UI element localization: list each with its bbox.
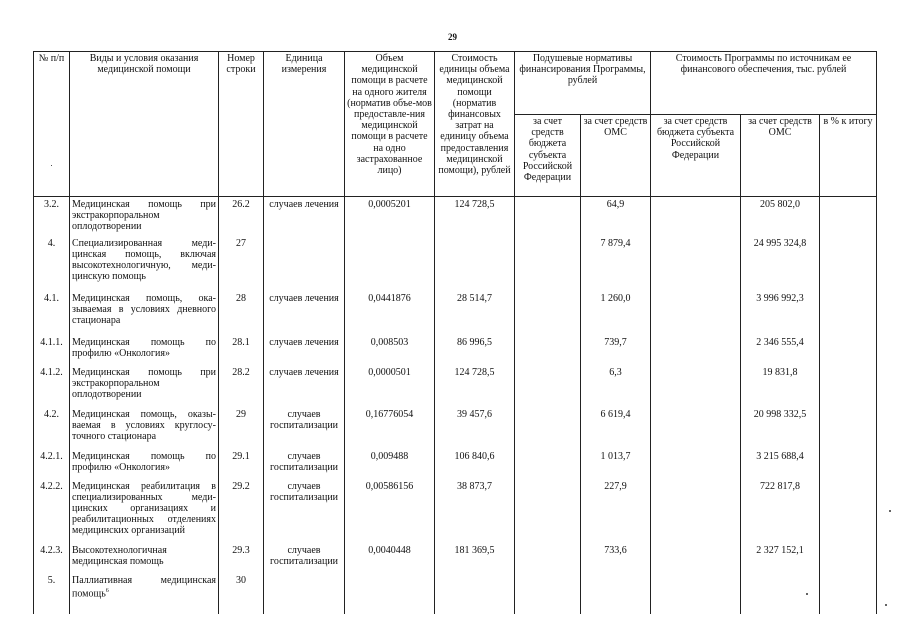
cell-cost-budget (651, 480, 741, 544)
cell-unit: случаев госпитализации (264, 544, 345, 574)
cell-num: 4.2.3. (34, 544, 70, 574)
cell-cost (435, 574, 515, 614)
table-body (34, 197, 877, 614)
header-types: Виды и условия оказания медицинской помощи (70, 52, 219, 197)
cell-norm-budget (515, 336, 581, 366)
cell-norm-budget (515, 450, 581, 480)
cell-cost-oms: 20 998 332,5 (741, 408, 820, 450)
cell-name: Медицинская помощь, ока-зываемая в условиях дневного стационара (70, 292, 219, 336)
cell-norm-budget (515, 366, 581, 408)
cell-row: 28.1 (219, 336, 264, 366)
cell-norm-oms (581, 574, 651, 614)
cell-norm-budget (515, 408, 581, 450)
cell-cost-oms: 19 831,8 (741, 366, 820, 408)
cell-cost-percent (820, 544, 877, 574)
cell-num: 4. (34, 237, 70, 292)
cell-cost (435, 237, 515, 292)
cell-cost-oms: 3 215 688,4 (741, 450, 820, 480)
header-group-norms: Подушевые нормативы финансирования Программы, рублей (515, 52, 651, 115)
table-row (34, 450, 877, 480)
cell-num: 3.2. (34, 197, 70, 237)
cell-unit: случаев госпитализации (264, 480, 345, 544)
cell-volume: 0,0005201 (345, 197, 435, 237)
cell-norm-oms: 7 879,4 (581, 237, 651, 292)
cell-volume: 0,009488 (345, 450, 435, 480)
cell-volume: 0,008503 (345, 336, 435, 366)
program-cost-table-sheet (33, 51, 877, 614)
table-row (34, 574, 877, 614)
cell-volume: 0,00586156 (345, 480, 435, 544)
cell-cost-budget (651, 450, 741, 480)
cell-unit: случаев госпитализации (264, 408, 345, 450)
page-number: 29 (448, 32, 457, 42)
cell-row: 28 (219, 292, 264, 336)
cell-volume: 0,0441876 (345, 292, 435, 336)
cell-row: 29.2 (219, 480, 264, 544)
cell-name: Высокотехнологичная медицинская помощь (70, 544, 219, 574)
cell-num: 5. (34, 574, 70, 614)
cell-volume: 0,0000501 (345, 366, 435, 408)
header-unit: Единица измерения (264, 52, 345, 197)
table-row (34, 480, 877, 544)
cell-unit: случаев лечения (264, 292, 345, 336)
cell-name: Медицинская помощь по профилю «Онкология» (70, 336, 219, 366)
cell-cost: 181 369,5 (435, 544, 515, 574)
cell-norm-oms: 6,3 (581, 366, 651, 408)
cell-num: 4.2. (34, 408, 70, 450)
cell-norm-oms: 1 013,7 (581, 450, 651, 480)
cell-name: Медицинская помощь при экстракорпоральном оплодотворении (70, 197, 219, 237)
cell-cost-percent (820, 197, 877, 237)
cell-row: 29.3 (219, 544, 264, 574)
table-row (34, 292, 877, 336)
cell-cost-percent (820, 237, 877, 292)
table-row (34, 408, 877, 450)
cell-row: 27 (219, 237, 264, 292)
header-volume: Объем медицинской помощи в расчете на одного жителя (норматив объе-мов предоставле-ния медицинской помощи в расчете на одно застрахованное лицо) (345, 52, 435, 197)
cell-num: 4.2.2. (34, 480, 70, 544)
header-unit-cost: Стоимость единицы объема медицинской помощи (норматив финансовых затрат на единицу объема предоставления медицинской помощи), рублей (435, 52, 515, 197)
header-norms-oms: за счет средств ОМС (581, 115, 651, 197)
scan-speck (889, 510, 891, 512)
cell-cost-oms: 3 996 992,3 (741, 292, 820, 336)
cell-cost-oms: 722 817,8 (741, 480, 820, 544)
cell-row: 29.1 (219, 450, 264, 480)
cell-volume: 0,16776054 (345, 408, 435, 450)
cell-cost-budget (651, 366, 741, 408)
cell-norm-oms: 733,6 (581, 544, 651, 574)
cell-unit (264, 237, 345, 292)
cell-cost-percent (820, 574, 877, 614)
cell-cost-oms: 2 346 555,4 (741, 336, 820, 366)
header-cost-percent: в % к итогу (820, 115, 877, 197)
cell-num: 4.2.1. (34, 450, 70, 480)
cell-unit: случаев лечения (264, 366, 345, 408)
header-group-cost: Стоимость Программы по источникам ее финансового обеспечения, тыс. рублей (651, 52, 877, 115)
cell-cost: 106 840,6 (435, 450, 515, 480)
scan-speck (806, 593, 808, 595)
cell-cost-budget (651, 292, 741, 336)
cell-cost-budget (651, 574, 741, 614)
cell-cost-budget (651, 336, 741, 366)
header-cost-oms: за счет средств ОМС (741, 115, 820, 197)
cell-cost-percent (820, 292, 877, 336)
cell-cost-oms: 24 995 324,8 (741, 237, 820, 292)
cell-norm-oms: 6 619,4 (581, 408, 651, 450)
cell-norm-oms: 64,9 (581, 197, 651, 237)
cell-norm-oms: 227,9 (581, 480, 651, 544)
cell-cost-percent (820, 366, 877, 408)
cell-norm-oms: 739,7 (581, 336, 651, 366)
cell-cost: 38 873,7 (435, 480, 515, 544)
cell-cost-budget (651, 408, 741, 450)
cell-cost: 124 728,5 (435, 366, 515, 408)
cell-norm-budget (515, 544, 581, 574)
cell-name: Медицинская помощь при экстракорпоральном оплодотворении (70, 366, 219, 408)
program-cost-table (33, 51, 877, 614)
cell-volume (345, 574, 435, 614)
cell-volume: 0,0040448 (345, 544, 435, 574)
cell-num: 4.1. (34, 292, 70, 336)
table-row (34, 237, 877, 292)
table-row (34, 336, 877, 366)
header-row-number: Номер строки (219, 52, 264, 197)
cell-unit: случаев лечения (264, 197, 345, 237)
scan-speck (885, 604, 887, 606)
cell-unit (264, 574, 345, 614)
cell-volume (345, 237, 435, 292)
footnote-mark: 6 (105, 587, 109, 594)
cell-cost-oms: 2 327 152,1 (741, 544, 820, 574)
cell-num: 4.1.2. (34, 366, 70, 408)
table-row (34, 366, 877, 408)
cell-cost-budget (651, 544, 741, 574)
cell-num: 4.1.1. (34, 336, 70, 366)
cell-norm-budget (515, 480, 581, 544)
cell-cost: 124 728,5 (435, 197, 515, 237)
cell-norm-budget (515, 197, 581, 237)
cell-name: Специализированная меди-цинская помощь, включая высокотехнологичную, меди-цинскую помощь (70, 237, 219, 292)
cell-cost-percent (820, 408, 877, 450)
cell-cost-oms: 205 802,0 (741, 197, 820, 237)
header-num: № п/п . (34, 52, 70, 197)
table-header (34, 52, 877, 197)
cell-row: 28.2 (219, 366, 264, 408)
cell-cost-percent (820, 450, 877, 480)
cell-cost: 28 514,7 (435, 292, 515, 336)
cell-row: 30 (219, 574, 264, 614)
table-row (34, 197, 877, 237)
cell-row: 26.2 (219, 197, 264, 237)
cell-name-text: Паллиативная медицинская помощь (72, 574, 216, 600)
cell-name: Медицинская помощь, оказы-ваемая в условиях круглосу-точного стационара (70, 408, 219, 450)
cell-norm-budget (515, 292, 581, 336)
cell-cost-percent (820, 336, 877, 366)
cell-name: Медицинская реабилитация в специализированных меди-цинских организациях и реабилитационных отделениях медицинских организаций (70, 480, 219, 544)
cell-norm-budget (515, 237, 581, 292)
header-cost-budget: за счет средств бюджета субъекта Российской Федерации (651, 115, 741, 197)
cell-unit: случаев лечения (264, 336, 345, 366)
cell-cost: 86 996,5 (435, 336, 515, 366)
cell-cost-budget (651, 197, 741, 237)
cell-norm-budget (515, 574, 581, 614)
cell-cost-percent (820, 480, 877, 544)
table-row (34, 544, 877, 574)
cell-cost-budget (651, 237, 741, 292)
cell-cost: 39 457,6 (435, 408, 515, 450)
header-norms-budget: за счет средств бюджета субъекта Российской Федерации (515, 115, 581, 197)
cell-name: Медицинская помощь по профилю «Онкология» (70, 450, 219, 480)
cell-name (70, 574, 219, 614)
cell-unit: случаев госпитализации (264, 450, 345, 480)
cell-row: 29 (219, 408, 264, 450)
cell-norm-oms: 1 260,0 (581, 292, 651, 336)
